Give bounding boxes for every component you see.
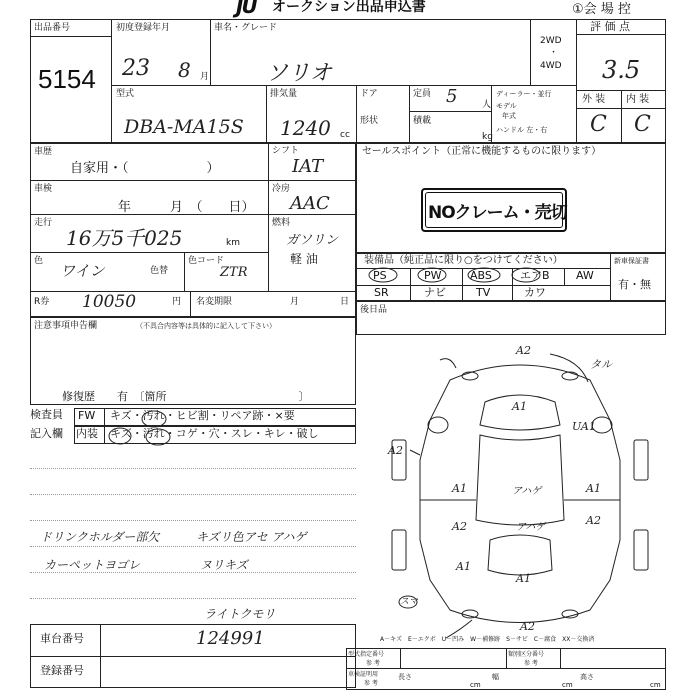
damage-mark-right-rear-door: A2: [586, 514, 601, 527]
damage-mark-front-right: タル: [590, 358, 612, 371]
warranty-value: 有・無: [618, 278, 651, 291]
cert-label: 車検証明用: [348, 671, 379, 678]
first-registration-year: 23: [122, 56, 150, 81]
equip-sr: SR: [374, 286, 389, 299]
capacity-unit: 人: [482, 100, 492, 110]
capacity-label: 定員: [413, 89, 432, 99]
damage-mark-roof-rear: アハゲ: [516, 522, 546, 533]
capacity-value: 5: [446, 86, 458, 107]
shape-label: 形状: [360, 116, 379, 126]
note-light-cloudy: ライトクモリ: [204, 607, 276, 621]
after-parts-section: [356, 301, 666, 335]
notes-label: 注意事項申告欄: [34, 321, 98, 331]
mileage-value: 16万5千025: [66, 226, 183, 250]
after-parts-label: 後日品: [360, 305, 388, 315]
inspector-label: 検査員: [30, 408, 63, 421]
inspector-fw: FW: [78, 409, 96, 422]
width-label: 幅: [492, 673, 499, 681]
interior-label: 内 装: [626, 94, 650, 105]
equipment-circles: [360, 264, 560, 284]
damage-mark-right-fender: UA1: [572, 420, 596, 433]
chassis-value: 124991: [196, 628, 265, 649]
exterior-label: 外 装: [582, 94, 606, 105]
warranty-label: 新車保証書: [614, 257, 649, 265]
equip-pw: PW: [424, 269, 442, 282]
aircon-value: AAC: [290, 193, 330, 214]
month-unit: 月: [200, 72, 210, 82]
equip-abs: ABS: [470, 269, 492, 282]
doors-label: ドア: [360, 89, 378, 99]
displacement-value: 1240: [280, 116, 331, 140]
inspection-label: 車検: [34, 184, 53, 194]
aircon-label: 冷房: [272, 184, 291, 194]
height-unit: cm: [650, 681, 661, 689]
damage-mark-front-top: A2: [516, 344, 531, 357]
lot-label: 出品番号: [34, 23, 71, 33]
length-label: 長さ: [398, 673, 412, 681]
exterior-grade: C: [590, 112, 607, 137]
color-change-label: 色替: [150, 266, 169, 276]
no-claim-text: NOクレーム・売切: [428, 203, 567, 223]
recycle-unit: 円: [172, 297, 182, 307]
damage-mark-left-rear-door: A2: [452, 520, 467, 533]
dealer-label: ディーラー・並行: [496, 90, 552, 98]
damage-mark-left-rear: A1: [456, 560, 471, 573]
circle-marks: [104, 402, 184, 446]
recycle-value: 10050: [82, 292, 137, 312]
equip-ps: PS: [373, 269, 387, 282]
first-registration-month: 8: [178, 58, 191, 82]
damage-mark-trunk: A1: [516, 572, 531, 585]
load-unit: kg: [482, 132, 493, 142]
note-drink-holder: ドリンクホルダー部欠: [40, 530, 160, 544]
drive-4wd: 4WD: [540, 61, 562, 71]
damage-mark-rear-left: スマ: [400, 597, 418, 607]
note-carpet: カーペットヨゴレ: [44, 558, 141, 572]
equip-aw: AW: [576, 269, 594, 282]
copy-label: ①会 場 控: [572, 2, 631, 17]
chassis-label: 車台番号: [40, 632, 84, 645]
interior-grade: C: [634, 112, 651, 137]
entry-label: 記入欄: [30, 427, 63, 440]
fixed-ref: 参 考: [366, 660, 380, 667]
shift-value: IAT: [292, 156, 324, 177]
handle-label: ハンドル 左・右: [496, 126, 548, 134]
sales-point-label: セールスポイント（正常に機能するものに限ります）: [362, 146, 602, 157]
registration-number-label: 登録番号: [40, 664, 84, 677]
color-value: ワイン: [60, 262, 105, 280]
name-change-month: 月: [290, 297, 300, 307]
entry-items: キズ・汚れ・コゲ・穴・スレ・キレ・破し: [110, 427, 319, 440]
equip-tv: TV: [476, 286, 491, 299]
damage-mark-right-front-door: A1: [586, 482, 601, 495]
color-code-label: 色コード: [188, 256, 225, 266]
height-label: 高さ: [580, 673, 594, 681]
displacement-unit: cc: [340, 130, 350, 140]
recycle-label: R券: [34, 297, 50, 307]
evaluation-score: 3.5: [602, 56, 641, 84]
car-name-label: 車名・グレード: [214, 23, 278, 33]
damage-legend: A－キズ E－エクボ U－凹み W－補修跡 S－サビ C－腐食 XX－交換済: [380, 636, 595, 643]
equip-airbag: エアB: [520, 269, 550, 282]
usage-label: 車歴: [34, 147, 53, 157]
color-code: ZTR: [220, 265, 248, 280]
type-label: 型式: [116, 89, 135, 99]
first-registration-label: 初度登録年月: [116, 23, 171, 33]
length-unit: cm: [470, 681, 481, 689]
equip-navi: ナビ: [424, 286, 446, 299]
brand-logo: JU: [236, 0, 256, 18]
model-label: モデル: [496, 102, 517, 110]
shift-label: シフト: [272, 146, 300, 156]
evaluation-label: 評 価 点: [590, 20, 630, 33]
repair-history: 修復歴 有 〔箇所 〕: [62, 390, 310, 403]
usage-value: 自家用・（ ）: [70, 161, 220, 176]
color-label: 色: [34, 256, 44, 266]
mileage-label: 走行: [34, 218, 53, 228]
damage-mark-left-side: A2: [388, 444, 403, 457]
fuel-value: ガソリン: [286, 233, 339, 248]
inspector-items: キズ・汚れ・ヒビ割・リペア跡・×要: [110, 409, 295, 422]
notes-hint: （不具合内容等は具体的に記入して下さい）: [136, 322, 276, 330]
drive-dot: ・: [549, 48, 559, 58]
car-name-value: ソリオ: [266, 61, 332, 86]
entry-interior: 内装: [76, 427, 98, 440]
displacement-label: 排気量: [270, 89, 298, 99]
damage-mark-roof-front: アハゲ: [512, 486, 542, 497]
name-change-label: 名変期限: [196, 297, 233, 307]
damage-mark-rear-bumper: A2: [520, 620, 535, 633]
drive-2wd: 2WD: [540, 36, 562, 46]
name-change-day: 日: [340, 297, 350, 307]
fixed-number-label: 型式指定番号: [348, 651, 385, 658]
fuel-diesel: 軽 油: [290, 252, 318, 266]
note-fading: キズリ色アセ アハゲ: [196, 530, 307, 544]
equip-leather: カワ: [524, 286, 546, 299]
fuel-label: 燃料: [272, 218, 291, 228]
load-label: 積載: [413, 116, 432, 126]
category-ref: 参 考: [524, 660, 538, 667]
inspection-value: 年 月 （ 日）: [118, 200, 255, 215]
damage-mark-left-front-door: A1: [452, 482, 467, 495]
equipment-label: 装備品（純正品に限り○をつけてください）: [364, 255, 563, 266]
category-number-label: 類別区分番号: [508, 651, 545, 658]
type-value: DBA-MA15S: [124, 116, 244, 138]
mileage-unit: km: [226, 238, 240, 248]
note-paint-scratch: ヌリキズ: [200, 558, 248, 572]
year-label: 年式: [502, 112, 516, 120]
width-unit: cm: [562, 681, 573, 689]
damage-mark-hood: A1: [512, 400, 527, 413]
lot-number: 5154: [38, 64, 96, 94]
form-title: オークション出品申込書: [272, 0, 426, 15]
cert-ref: 参 考: [364, 680, 378, 687]
